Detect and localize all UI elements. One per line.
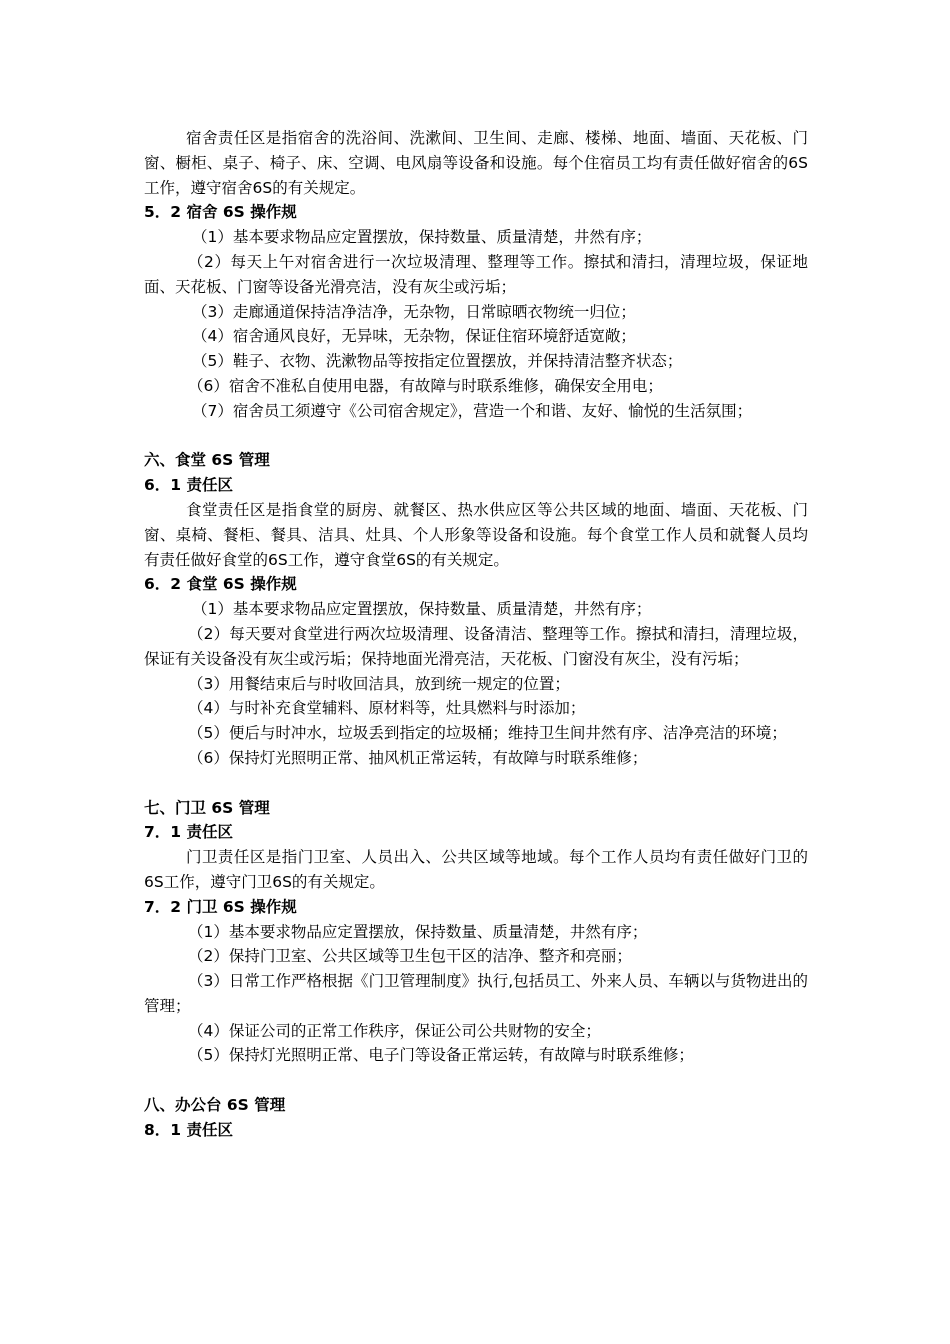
list-item: （2）每天要对食堂进行两次垃圾清理、设备清洁、整理等工作。擦拭和清扫，清理垃圾，保证有关设备没有灰尘或污垢；保持地面光滑亮洁，天花板、门窗没有灰尘，没有污垢； <box>144 624 808 668</box>
list-item: （1）基本要求物品应定置摆放，保持数量、质量清楚，井然有序； <box>192 228 652 247</box>
list-item: （6）宿舍不准私自使用电器，有故障与时联系维修，确保安全用电； <box>188 376 663 395</box>
gate-title: 七、门卫 6S 管理 <box>144 798 270 817</box>
gate-zone-heading: 7．1 责任区 <box>144 823 233 842</box>
dormitory-ops-heading: 5．2 宿舍 6S 操作规 <box>144 203 297 222</box>
list-item: （6）保持灯光照明正常、抽风机正常运转，有故障与时联系维修； <box>188 748 648 767</box>
list-item: （5）鞋子、衣物、洗漱物品等按指定位置摆放，并保持清洁整齐状态； <box>192 352 683 371</box>
list-item: （4）保证公司的正常工作秩序，保证公司公共财物的安全； <box>188 1021 601 1040</box>
list-item: （3）走廊通道保持洁净洁净，无杂物，日常晾晒衣物统一归位； <box>192 302 636 321</box>
list-item: （1）基本要求物品应定置摆放，保持数量、质量清楚，井然有序； <box>192 600 652 619</box>
canteen-zone-heading: 6．1 责任区 <box>144 476 233 495</box>
list-item: （4）与时补充食堂辅料、原材料等，灶具燃料与时添加； <box>188 699 586 718</box>
list-item: （2）保持门卫室、公共区域等卫生包干区的洁净、整齐和亮丽； <box>188 947 632 966</box>
canteen-intro: 食堂责任区是指食堂的厨房、就餐区、热水供应区等公共区域的地面、墙面、天花板、门窗、桌椅、餐柜、餐具、洁具、灶具、个人形象等设备和设施。每个食堂工作人员和就餐人员均有责任做好食堂的6S工作，遵守食堂6S的有关规定。 <box>144 500 808 569</box>
list-item: （1）基本要求物品应定置摆放，保持数量、质量清楚，井然有序； <box>188 922 648 941</box>
desk-title: 八、办公台 6S 管理 <box>144 1096 286 1115</box>
gate-ops-heading: 7．2 门卫 6S 操作规 <box>144 897 297 916</box>
spacer <box>144 1068 808 1093</box>
dormitory-intro: 宿舍责任区是指宿舍的洗浴间、洗漱间、卫生间、走廊、楼梯、地面、墙面、天花板、门窗、橱柜、桌子、椅子、床、空调、电风扇等设备和设施。每个住宿员工均有责任做好宿舍的6S工作，遵守宿舍6S的有关规定。 <box>144 129 808 197</box>
spacer <box>144 771 808 796</box>
list-item: （5）保持灯光照明正常、电子门等设备正常运转，有故障与时联系维修； <box>188 1046 694 1065</box>
canteen-ops-heading: 6．2 食堂 6S 操作规 <box>144 575 297 594</box>
list-item: （2）每天上午对宿舍进行一次垃圾清理、整理等工作。擦拭和清扫，清理垃圾，保证地面、天花板、门窗等设备光滑亮洁，没有灰尘或污垢； <box>144 252 808 296</box>
desk-zone-heading: 8．1 责任区 <box>144 1120 233 1139</box>
canteen-title: 六、食堂 6S 管理 <box>144 451 270 470</box>
list-item: （4）宿舍通风良好，无异味，无杂物，保证住宿环境舒适宽敞； <box>192 327 636 346</box>
spacer <box>144 424 808 449</box>
list-item: （7）宿舍员工须遵守《公司宿舍规定》，营造一个和谐、友好、愉悦的生活氛围； <box>192 401 753 420</box>
list-item: （3）日常工作严格根据《门卫管理制度》执行,包括员工、外来人员、车辆以与货物进出的管理； <box>144 972 808 1015</box>
gate-intro: 门卫责任区是指门卫室、人员出入、公共区域等地域。每个工作人员均有责任做好门卫的6S工作，遵守门卫6S的有关规定。 <box>144 848 808 891</box>
document-body <box>144 126 808 1143</box>
list-item: （5）便后与时冲水，垃圾丢到指定的垃圾桶；维持卫生间井然有序、洁净亮洁的环境； <box>188 724 787 743</box>
list-item: （3）用餐结束后与时收回洁具，放到统一规定的位置； <box>188 674 570 693</box>
